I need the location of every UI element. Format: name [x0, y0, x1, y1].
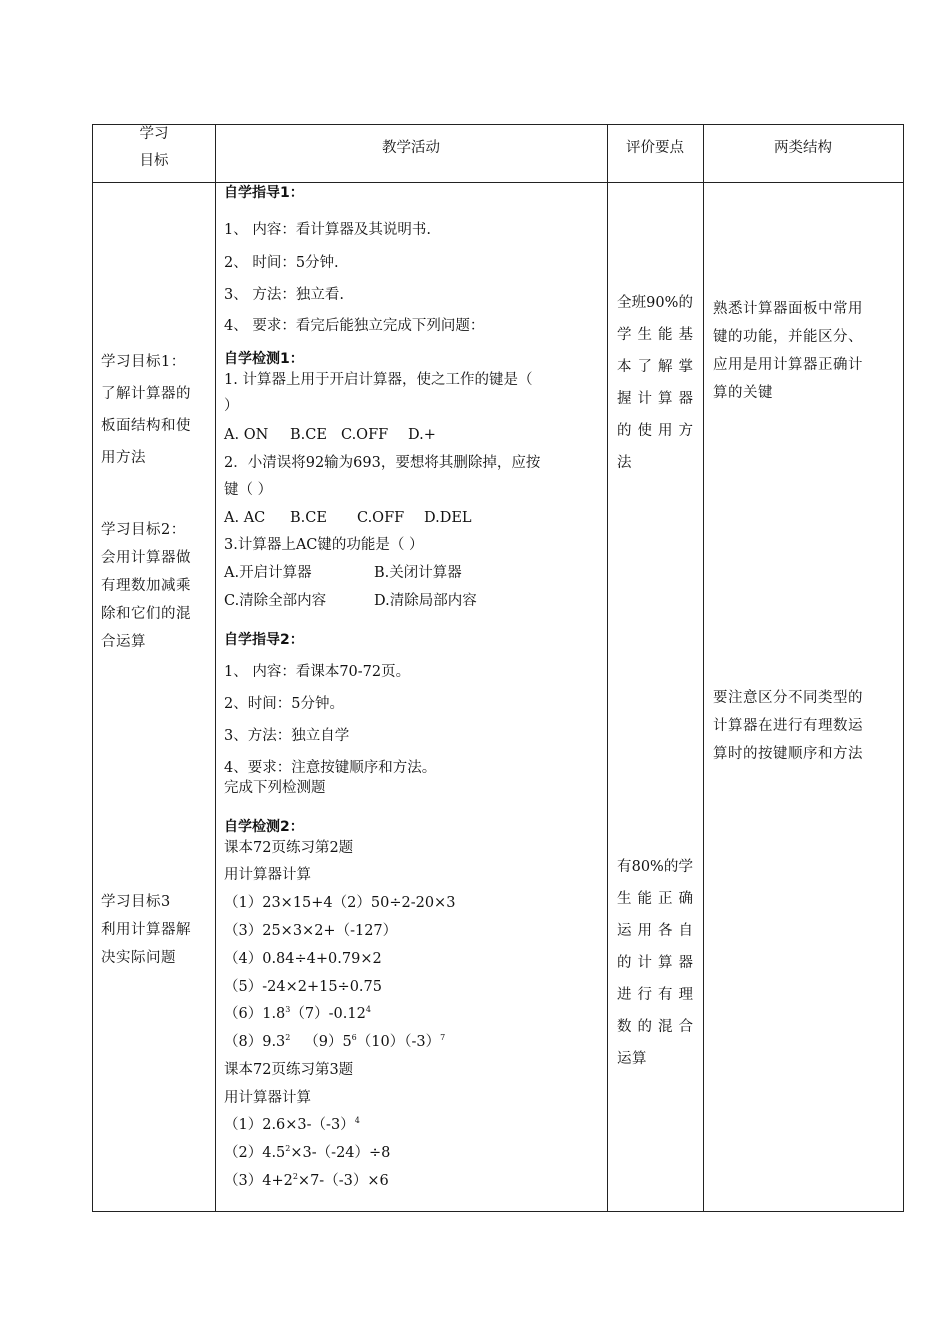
structure-text: 熟悉计算器面板中常用: [713, 301, 863, 317]
check-1-option: A.开启计算器: [224, 565, 312, 581]
expr-exponent: 2: [285, 1033, 291, 1043]
goal-text: 有理数加减乘: [101, 578, 191, 594]
guide-1-item: 4、 要求：看完后能独立完成下列问题：: [224, 318, 485, 334]
check-1-option: C.OFF: [357, 510, 405, 526]
goal-text: 学习目标3: [101, 894, 171, 910]
exercise-3-item-1: [224, 1116, 360, 1134]
expr-base: （1）2.6×3-（-3）: [224, 1117, 355, 1133]
evaluation-text: 进行有理: [617, 987, 693, 1003]
expr-base: （9）5: [290, 1034, 352, 1050]
check-1-question-3: 3.计算器上AC键的功能是（ ）: [224, 537, 424, 553]
expr-exponent: 4: [354, 1116, 360, 1126]
expr-base: （3）4+2: [224, 1173, 293, 1189]
guide-1-item: 1、 内容：看计算器及其说明书.: [224, 222, 431, 238]
expr-base: （8）9.3: [224, 1034, 286, 1050]
goal-text: 除和它们的混: [101, 606, 191, 622]
check-2-line: （4）0.84÷4+0.79×2: [224, 951, 382, 967]
guide-2-item: 4、要求：注意按键顺序和方法。: [224, 760, 437, 776]
expr-exponent: 7: [440, 1033, 446, 1043]
evaluation-text: 的使用方: [617, 423, 693, 439]
goal-text: 板面结构和使: [101, 418, 191, 434]
expr-exponent: 2: [285, 1144, 291, 1154]
check-1-option: C.OFF: [341, 427, 389, 443]
check-2-line: （5）-24×2+15÷0.75: [224, 979, 382, 995]
check-1-option: A. ON: [224, 427, 269, 443]
evaluation-text: 生能正确: [617, 891, 693, 907]
goal-text: 利用计算器解: [101, 922, 191, 938]
check-1-option: B.CE: [290, 510, 327, 526]
header-bottom-border: [92, 182, 904, 183]
expr-exponent: 4: [365, 1005, 371, 1015]
structure-text: 计算器在进行有理数运: [713, 718, 863, 734]
table-bottom-border: [92, 1211, 904, 1212]
guide-1-title: 自学指导1：: [224, 185, 304, 201]
check-2-line: （3）25×3×2+（-127）: [224, 923, 398, 939]
header-goal-line1: 学习: [139, 126, 169, 142]
check-1-option: B.关闭计算器: [374, 565, 462, 581]
check-1-option: C.清除全部内容: [224, 593, 327, 609]
evaluation-text: 运算: [617, 1051, 647, 1067]
goal-text: 学习目标1：: [101, 354, 186, 370]
evaluation-text: 法: [617, 455, 632, 471]
header-activity: 教学活动: [382, 140, 440, 156]
goal-text: 了解计算器的: [101, 386, 191, 402]
check-2-line: 课本72页练习第2题: [224, 840, 354, 856]
evaluation-text: 的计算器: [617, 955, 693, 971]
table-left-border: [92, 124, 93, 1212]
check-1-title: 自学检测1：: [224, 351, 304, 367]
evaluation-text: 数的混合: [617, 1019, 693, 1035]
table-right-border: [903, 124, 904, 1212]
check-1-option: D.清除局部内容: [374, 593, 477, 609]
evaluation-text: 握计算器: [617, 391, 693, 407]
guide-2-item: 2、时间：5分钟。: [224, 696, 344, 712]
evaluation-text: 学生能基: [617, 327, 693, 343]
check-1-question-1: 1. 计算器上用于开启计算器，使之工作的键是（: [224, 372, 533, 388]
check-2-line-6: [224, 1005, 371, 1023]
check-2-title: 自学检测2：: [224, 819, 304, 835]
evaluation-text: 本了解掌: [617, 359, 693, 375]
goal-text: 学习目标2：: [101, 522, 186, 538]
guide-1-item: 3、 方法：独立看.: [224, 287, 344, 303]
evaluation-text: 全班90%的: [617, 295, 693, 311]
check-1-question-2-end: 键（ ）: [224, 482, 273, 498]
exercise-3-title: 课本72页练习第3题: [224, 1062, 354, 1078]
goal-text: 用方法: [101, 450, 146, 466]
goal-text: 会用计算器做: [101, 550, 191, 566]
expr-rest: ×7-（-3）×6: [297, 1173, 389, 1189]
guide-2-title: 自学指导2：: [224, 632, 304, 648]
goal-text: 合运算: [101, 634, 146, 650]
evaluation-text: 有80%的学: [617, 859, 693, 875]
expr-exponent: 6: [351, 1033, 357, 1043]
guide-2-item: 1、 内容：看课本70-72页。: [224, 664, 411, 680]
check-1-option: A. AC: [224, 510, 266, 526]
expr-rest: ×3-（-24）÷8: [290, 1145, 391, 1161]
structure-text: 要注意区分不同类型的: [713, 690, 863, 706]
header-evaluation: 评价要点: [626, 140, 684, 156]
check-2-line: （1）23×15+4（2）50÷2-20×3: [224, 895, 456, 911]
check-1-option: D.+: [408, 427, 436, 443]
check-2-line-8: [224, 1033, 445, 1051]
check-1-option: D.DEL: [424, 510, 472, 526]
structure-text: 算的关键: [713, 385, 773, 401]
check-1-option: B.CE: [290, 427, 327, 443]
exercise-3-item-2: [224, 1144, 390, 1162]
expr-exponent: 3: [285, 1005, 291, 1015]
expr-base: （2）4.5: [224, 1145, 286, 1161]
header-structure: 两类结构: [774, 140, 832, 156]
expr-base: （10）（-3）: [356, 1034, 441, 1050]
check-1-question-1-end: ）: [224, 398, 239, 414]
expr-base: （7）-0.12: [290, 1006, 366, 1022]
exercise-3-subtitle: 用计算器计算: [224, 1090, 311, 1106]
column-divider-2: [607, 124, 608, 1212]
structure-text: 算时的按键顺序和方法: [713, 746, 863, 762]
guide-2-item: 3、方法：独立自学: [224, 728, 350, 744]
goal-text: 决实际问题: [101, 950, 176, 966]
header-goal-line2: 目标: [139, 153, 169, 169]
structure-text: 键的功能，并能区分、: [713, 329, 863, 345]
column-divider-1: [215, 124, 216, 1212]
structure-text: 应用是用计算器正确计: [713, 357, 863, 373]
expr-base: （6）1.8: [224, 1006, 286, 1022]
column-divider-3: [703, 124, 704, 1212]
guide-1-item: 2、 时间：5分钟.: [224, 255, 339, 271]
expr-exponent: 2: [292, 1172, 298, 1182]
guide-2-item: 完成下列检测题: [224, 780, 326, 796]
check-1-question-2: 2．小清误将92输为693，要想将其删除掉，应按: [224, 455, 541, 471]
exercise-3-item-3: [224, 1172, 389, 1190]
evaluation-text: 运用各自: [617, 923, 693, 939]
check-2-line: 用计算器计算: [224, 867, 311, 883]
